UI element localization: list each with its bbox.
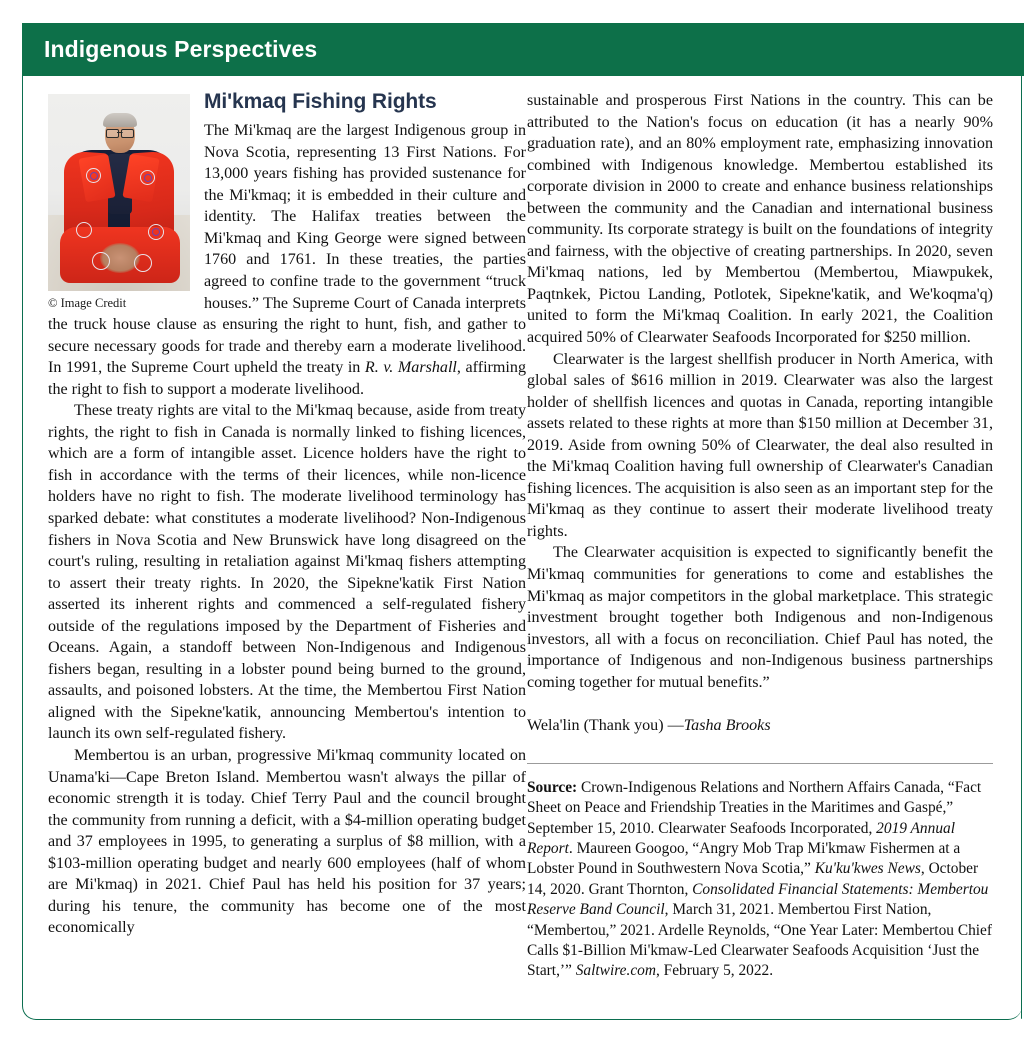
article-title: Mi'kmaq Fishing Rights	[204, 90, 437, 113]
byline-author: Tasha Brooks	[683, 717, 771, 735]
glasses-shape	[105, 129, 135, 136]
source-part-2: . Maureen Googoo, “Angry Mob Trap Mi'kmaw Fishermen at a Lobster Pound in Southwestern Nova Scotia,”	[527, 840, 961, 878]
source-citation	[527, 778, 993, 982]
beadwork-motif	[92, 252, 110, 270]
source-label: Source:	[527, 778, 578, 796]
two-column-layout	[36, 90, 992, 1008]
source-part-4: , March 31, 2021. Membertou First Nation, “Membertou,” 2021. Ardelle Reynolds, “One Year Later: Membertou Chief Calls $1-Billion Mi'kmaw-Led Clearwater Seafoods Acquisition ‘Just the Start,’”	[527, 901, 993, 980]
right-paragraph-1: sustainable and prosperous First Nations in the country. This can be attributed to the Nation's focus on education (it has a nearly 90% graduation rate), and an 80% employment rate, emphasizing innovation combined with Indigenous knowledge. Membertou established its corporate division in 2000 to create and enhance business relationships between the community and the Canadian and international business community. Its corporate strategy is built on the foundations of integrity and fairness, with the objective of creating partnerships. In 2020, seven Mi'kmaq nations, led by Membertou (Membertou, Miawpukek, Paqtnkek, Pictou Landing, Potlotek, Sipekne'katik, and We'koqma'q) united to form the Mi'kmaq Coalition. In early 2021, the Coalition acquired 50% of Clearwater Seafoods Incorporated for $250 million.	[527, 92, 993, 347]
left-paragraph-1-text: The Mi'kmaq are the largest Indigenous group in Nova Scotia, representing 13 First Nations. For 13,000 years fishing has provided sustenance for the Mi'kmaq; it is embedded in their culture and identity. The Halifax treaties between the Mi'kmaq and King George were signed between 1760 and 1761. In these treaties, the parties agreed to confine trade to the government “truck houses.” The Supreme Court of Canada interprets the truck house clause as ensuring the right to hunt, fish, and gather to secure necessary goods for trade and thereby earn a moderate livelihood. In 1991, the Supreme Court upheld the treaty in	[48, 122, 526, 377]
case-citation-italic: R. v. Marshall	[364, 359, 457, 377]
glasses-bridge	[117, 132, 123, 133]
source-part-1: Crown-Indigenous Relations and Northern Affairs Canada, “Fact Sheet on Peace and Friendship Treaties in the Maritimes and Gaspé,” September 15, 2010. Clearwater Seafoods Incorporated,	[527, 778, 982, 837]
beadwork-motif	[144, 174, 152, 182]
beadwork-motif	[152, 228, 160, 236]
source-italic-3: Consolidated Financial Statements: Membertou Reserve Band Council	[527, 880, 989, 919]
portrait-photo	[48, 94, 190, 291]
source-divider	[527, 763, 993, 764]
source-italic-2: Ku'ku'kwes News	[814, 860, 921, 878]
section-banner	[22, 23, 1024, 76]
source-part-3: , October 14, 2020. Grant Thornton,	[527, 860, 979, 898]
article-content	[24, 76, 1022, 1020]
hair-shape	[103, 113, 137, 127]
left-paragraph-2: These treaty rights are vital to the Mi'kmaq because, aside from treaty rights, the right to fish in Canada is normally linked to fishing licences, which are a form of intangible asset. Licence holders have the right to fish in accordance with the terms of their licences, while non-licence holders have no right to fish. The moderate livelihood terminology has sparked debate: what constitutes a moderate livelihood? Non-Indigenous fishers in Nova Scotia and New Brunswick have long disagreed on the court's ruling, resulting in retaliation against Mi'kmaq fishers attempting to assert their treaty rights. In 2020, the Sipekne'katik First Nation asserted its inherent rights and commenced a self-regulated fishery outside of the regulations imposed by the Department of Fisheries and Oceans. Again, a standoff between Non-Indigenous and Indigenous fishers began, resulting in a lobster pound being burned to the ground, assaults, and poisoned lobsters. At the time, the Membertou First Nation aligned with the Sipekne'katik, announcing Membertou's intention to launch its own self-regulated fishery.	[48, 402, 526, 743]
beadwork-motif	[134, 254, 152, 272]
left-column	[48, 90, 526, 939]
source-italic-4: Saltwire.com	[575, 962, 656, 980]
article-figure	[48, 94, 190, 312]
right-paragraph-3: The Clearwater acquisition is expected to significantly benefit the Mi'kmaq communities for generations to come and establishes the Mi'kmaq as major competitors in the global marketplace. This strategic investment brought together both Indigenous and non-Indigenous investors, all with a focus on reconciliation. Chief Paul has noted, the importance of Indigenous and non-Indigenous business partnerships coming together for mutual benefits.”	[527, 544, 993, 691]
right-paragraph-2: Clearwater is the largest shellfish producer in North America, with global sales of $616 million in 2019. Clearwater was also the largest holder of shellfish licences and quotas in Canada, reporting intangible assets related to these rights at more than $150 million at December 31, 2019. Aside from owning 50% of Clearwater, the deal also resulted in the Mi'kmaq Coalition having full ownership of Clearwater's Canadian fishing licences. The acquisition is also seen as an important step for the Mi'kmaq as they continue to assert their moderate livelihood treaty rights.	[527, 350, 993, 540]
source-italic-1: 2019 Annual Report	[527, 819, 955, 858]
source-part-5: , February 5, 2022.	[655, 962, 774, 980]
beadwork-motif	[90, 172, 98, 180]
left-paragraph-1-tail: , affirming the right to fish to support a moderate livelihood.	[48, 359, 527, 398]
section-banner-title: Indigenous Perspectives	[44, 36, 318, 62]
beadwork-motif	[76, 222, 92, 238]
left-paragraph-3: Membertou is an urban, progressive Mi'kmaq community located on Unama'ki—Cape Breton Island. Membertou wasn't always the pillar of economic strength it is today. Chief Terry Paul and the council brought the community from running a deficit, with a $4-million operating budget and 37 employees in 1995, to generating a surplus of $8 million, with a $103-million operating budget and nearly 600 employees (half of whom are Mi'kmaq) in 2021. Chief Paul has held his position for 37 years; during his tenure, the community has become one of the most economically	[48, 747, 526, 937]
right-column	[527, 90, 993, 982]
byline-greeting: Wela'lin (Thank you) —	[527, 717, 684, 735]
article-byline	[527, 715, 993, 737]
figure-caption: © Image Credit	[48, 296, 127, 310]
